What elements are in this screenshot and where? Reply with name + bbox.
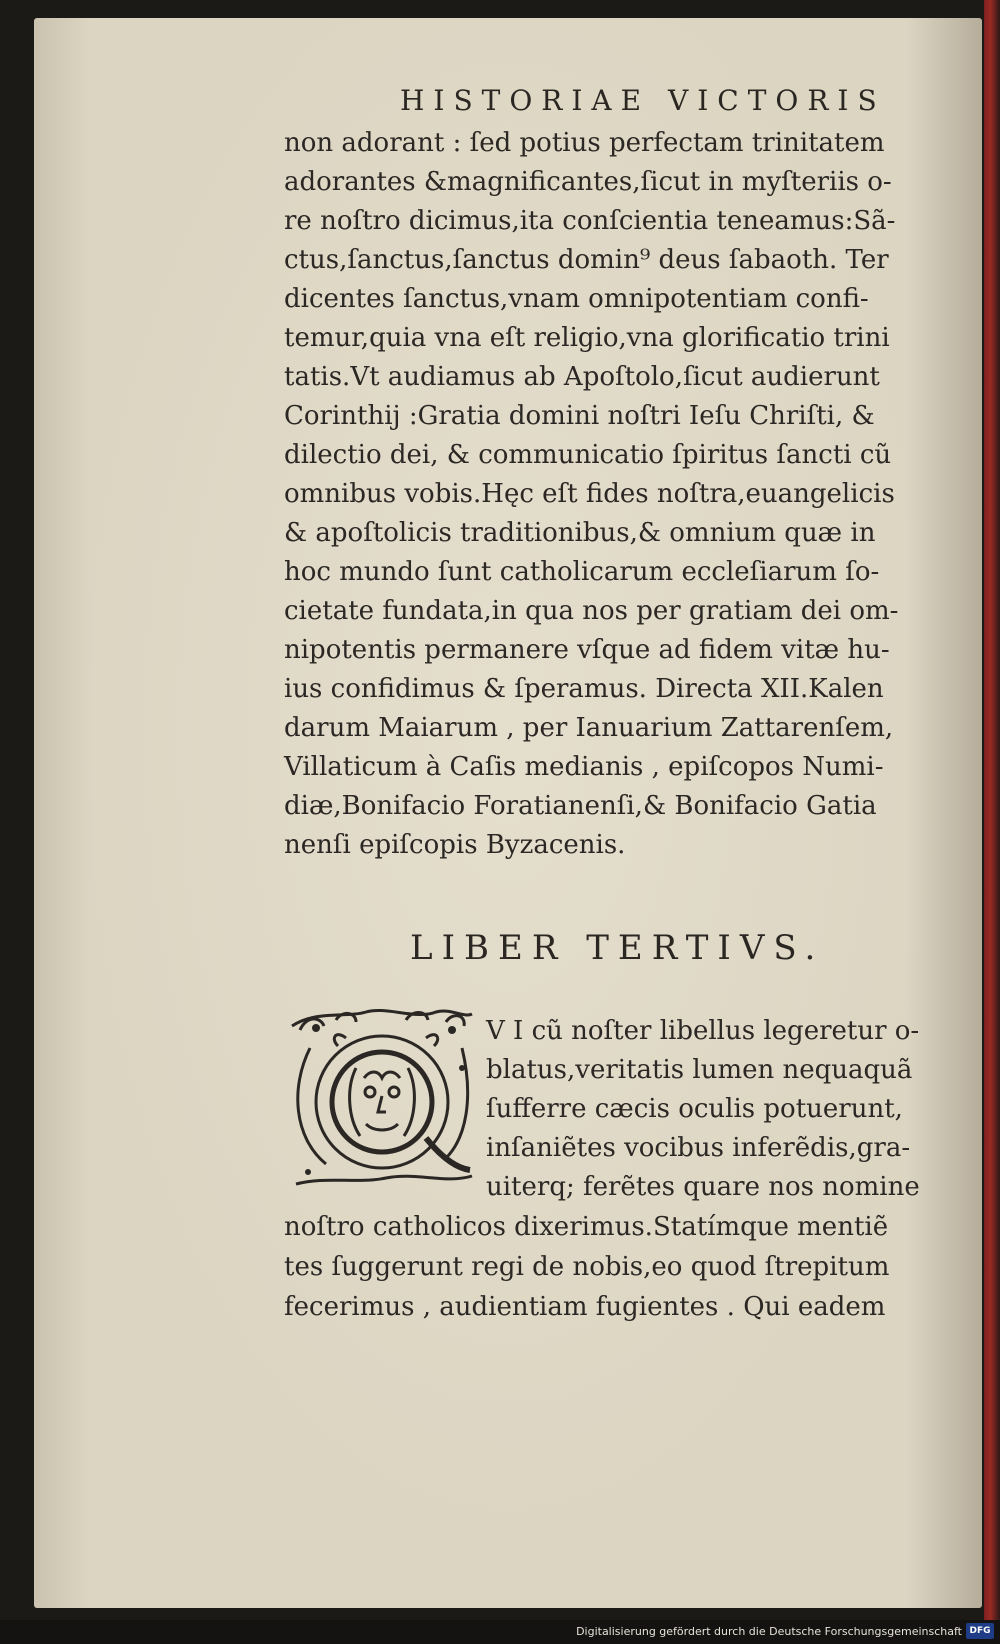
text-line: ctus,ſanctus,ſanctus domin⁹ deus ſabaoth. Ter <box>284 245 889 275</box>
text-line: fecerimus , audientiam fugientes . Qui eadem <box>284 1292 886 1322</box>
text-line: ius confidimus & ſperamus. Directa XII.Kalen <box>284 674 884 704</box>
text-line: noſtro catholicos dixerimus.Statímque mentiẽ <box>284 1212 889 1242</box>
text-line: dilectio dei, & communicatio ſpiritus ſancti cũ <box>284 440 892 470</box>
text-line: re noſtro dicimus,ita conſcientia teneamus:Sã- <box>284 206 896 236</box>
text-line: inſaniẽtes vocibus inferẽdis,gra- <box>486 1133 911 1163</box>
text-line: non adorant : ſed potius perfectam trinitatem <box>284 128 885 158</box>
text-line: diæ,Bonifacio Foratianenſi,& Bonifacio Gatia <box>284 791 877 821</box>
text-line: nipotentis permanere vſque ad fidem vitæ hu- <box>284 635 890 665</box>
running-head: HISTORIAE VICTORIS <box>400 84 886 117</box>
text-line: blatus,veritatis lumen nequaquã <box>486 1055 913 1085</box>
text-line: ſufferre cæcis oculis potuerunt, <box>486 1094 903 1124</box>
text-line: tatis.Vt audiamus ab Apoſtolo,ſicut audierunt <box>284 362 880 392</box>
footer-credit: Digitalisierung gefördert durch die Deutsche Forschungsgemeinschaft <box>576 1625 962 1638</box>
body-text <box>284 124 964 865</box>
text-line: temur,quia vna eſt religio,vna glorificatio trini <box>284 323 890 353</box>
ornament-initial-icon <box>286 1008 476 1186</box>
continuation-paragraph <box>284 1207 964 1327</box>
page-edge <box>984 0 1000 1620</box>
text-line: uiterq; ferẽtes quare nos nomine <box>486 1172 920 1202</box>
text-line: nenſi epiſcopis Byzacenis. <box>284 830 626 860</box>
text-line: Corinthij :Gratia domini noſtri Ieſu Chriſti, & <box>284 401 875 431</box>
text-line: adorantes &magnificantes,ſicut in myſteriis o- <box>284 167 892 197</box>
text-line: Villaticum à Caſis medianis , epiſcopos Numi- <box>284 752 884 782</box>
text-line: & apoſtolicis traditionibus,& omnium quæ in <box>284 518 876 548</box>
text-line: tes ſuggerunt regi de nobis,eo quod ſtrepitum <box>284 1252 890 1282</box>
text-line: darum Maiarum , per Ianuarium Zattarenſem, <box>284 713 894 743</box>
book-heading: LIBER TERTIVS. <box>410 928 825 968</box>
decorated-initial <box>286 1008 476 1186</box>
text-line: V I cũ noſter libellus legeretur o- <box>486 1016 920 1046</box>
dfg-logo-icon: DFG <box>966 1623 994 1639</box>
text-line: omnibus vobis.Hęc eſt fides noſtra,euangelicis <box>284 479 895 509</box>
text-line: hoc mundo ſunt catholicarum eccleſiarum ſo- <box>284 557 880 587</box>
initial-paragraph <box>486 1012 956 1207</box>
text-line: cietate fundata,in qua nos per gratiam dei om- <box>284 596 899 626</box>
text-line: dicentes ſanctus,vnam omnipotentiam confi- <box>284 284 869 314</box>
